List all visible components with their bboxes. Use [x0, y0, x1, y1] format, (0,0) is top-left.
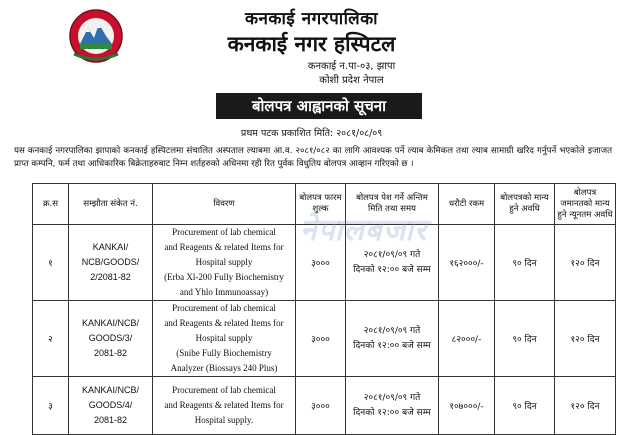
row-fee: ३००० — [296, 377, 346, 435]
hospital-name: कनकाई नगर हस्पिटल — [227, 32, 396, 56]
desc-line: and Yhlo Immunoassay) — [179, 287, 269, 297]
row-serial: २ — [33, 301, 69, 377]
table-row — [33, 301, 616, 377]
ref-line: NCB/GOODS/ — [81, 257, 140, 267]
ref-line: GOODS/3/ — [88, 333, 133, 343]
ref-line: KANKAI/NCB/ — [81, 385, 139, 395]
table-row — [33, 377, 616, 435]
row-guarantee: १२० दिन — [555, 225, 616, 301]
municipality-name: कनकाई नगरपालिका — [244, 9, 379, 29]
province-line: कोशी प्रदेश नेपाल — [319, 75, 384, 86]
row-deposit: १०७०००/- — [439, 377, 495, 435]
row-validity: ९० दिन — [495, 377, 555, 435]
row-validity: ९० दिन — [495, 301, 555, 377]
row-validity: ९० दिन — [495, 225, 555, 301]
ref-line: 2/2081-82 — [90, 272, 131, 282]
deadline-line: २०८१/०९/०९ गते — [363, 325, 421, 336]
row-serial: १ — [33, 225, 69, 301]
row-reference — [69, 225, 153, 301]
watermark-logo: नेपालबजार — [300, 214, 428, 247]
desc-line: Analyzer (Biossays 240 Plus) — [170, 363, 278, 373]
address-line: कनकाई न.पा-०३, झापा — [307, 61, 396, 72]
desc-line: and Reagents & related Items for — [164, 400, 284, 410]
header-fee: बोलपत्र फारम शुल्क — [296, 184, 346, 225]
row-deposit: १६२०००/- — [439, 225, 495, 301]
desc-line: Hospital supply — [195, 257, 253, 267]
deadline-line: दिनको १२:०० बजे सम्म — [353, 340, 431, 351]
row-guarantee: १२० दिन — [555, 377, 616, 435]
row-description — [153, 301, 296, 377]
row-serial: ३ — [33, 377, 69, 435]
row-deposit: ८२०००/- — [439, 301, 495, 377]
notice-title: बोलपत्र आह्वानको सूचना — [216, 93, 422, 119]
header-description: विवरण — [153, 184, 296, 225]
row-deadline — [346, 377, 439, 435]
ref-line: KANKAI/ — [92, 242, 129, 252]
desc-line: Procurement of lab chemical — [172, 385, 276, 395]
header-reference: सम्झौता संकेत नं. — [69, 184, 153, 225]
ref-line: GOODS/4/ — [88, 400, 133, 410]
row-deadline — [346, 301, 439, 377]
deadline-line: २०८१/०९/०९ गते — [363, 249, 421, 260]
desc-line: and Reagents & related Items for — [164, 242, 284, 252]
header-deposit: धरौटी रकम — [439, 184, 495, 225]
row-fee: ३००० — [296, 225, 346, 301]
row-description — [153, 377, 296, 435]
ref-line: KANKAI/NCB/ — [81, 318, 139, 328]
desc-line: Hospital supply. — [194, 415, 254, 425]
desc-line: Procurement of lab chemical — [172, 303, 276, 313]
deadline-line: २०८१/०९/०९ गते — [363, 392, 421, 403]
ref-line: 2081-82 — [93, 415, 128, 425]
desc-line: and Reagents & related Items for — [164, 318, 284, 328]
desc-line: Hospital supply — [195, 333, 253, 343]
desc-line: Procurement of lab chemical — [172, 227, 276, 237]
publication-date: प्रथम पटक प्रकाशित मिति: २०८१/०८/०९ — [240, 128, 383, 139]
header-guarantee: बोलपत्र जमानतको मान्य हुने न्यूनतम अवधि — [555, 184, 616, 225]
desc-line: (Snibe Fully Biochemistry — [176, 348, 272, 358]
deadline-line: दिनको १२:०० बजे सम्म — [353, 264, 431, 275]
header-deadline: बोलपत्र पेश गर्ने अन्तिम मिति तथा समय — [346, 184, 439, 225]
row-guarantee: १२० दिन — [555, 301, 616, 377]
intro-paragraph: यस कनकाई नगरपालिका झापाको कनकाई हस्पिटलमा संचालित अस्पताल ल्याबमा आ.व. २०८१/०८२ का लागि आवश्यक पर्ने ल्याब केमिकल तथा ल्याब सामाग्री खरिद गर्नुपर्ने भएकोले इजाजत प्राप्त कम्पनि, फर्म तथा आधिकारिक बिक्रेताहरुबाट निम्न शर्तहरुको अधिनमा रही रित पुर्वक विधुतिय बोलपत्र आव्हान गरिएको छ । — [14, 146, 612, 169]
deadline-line: दिनको १२:०० बजे सम्म — [353, 407, 431, 418]
row-fee: ३००० — [296, 301, 346, 377]
desc-line: (Erba Xl-200 Fully Biochemistry — [164, 272, 284, 282]
header-validity: बोलपत्रको मान्य हुने अवधि — [495, 184, 555, 225]
row-reference — [69, 301, 153, 377]
header-serial: क्र.स — [33, 184, 69, 225]
row-reference — [69, 377, 153, 435]
ref-line: 2081-82 — [93, 348, 128, 358]
row-description — [153, 225, 296, 301]
